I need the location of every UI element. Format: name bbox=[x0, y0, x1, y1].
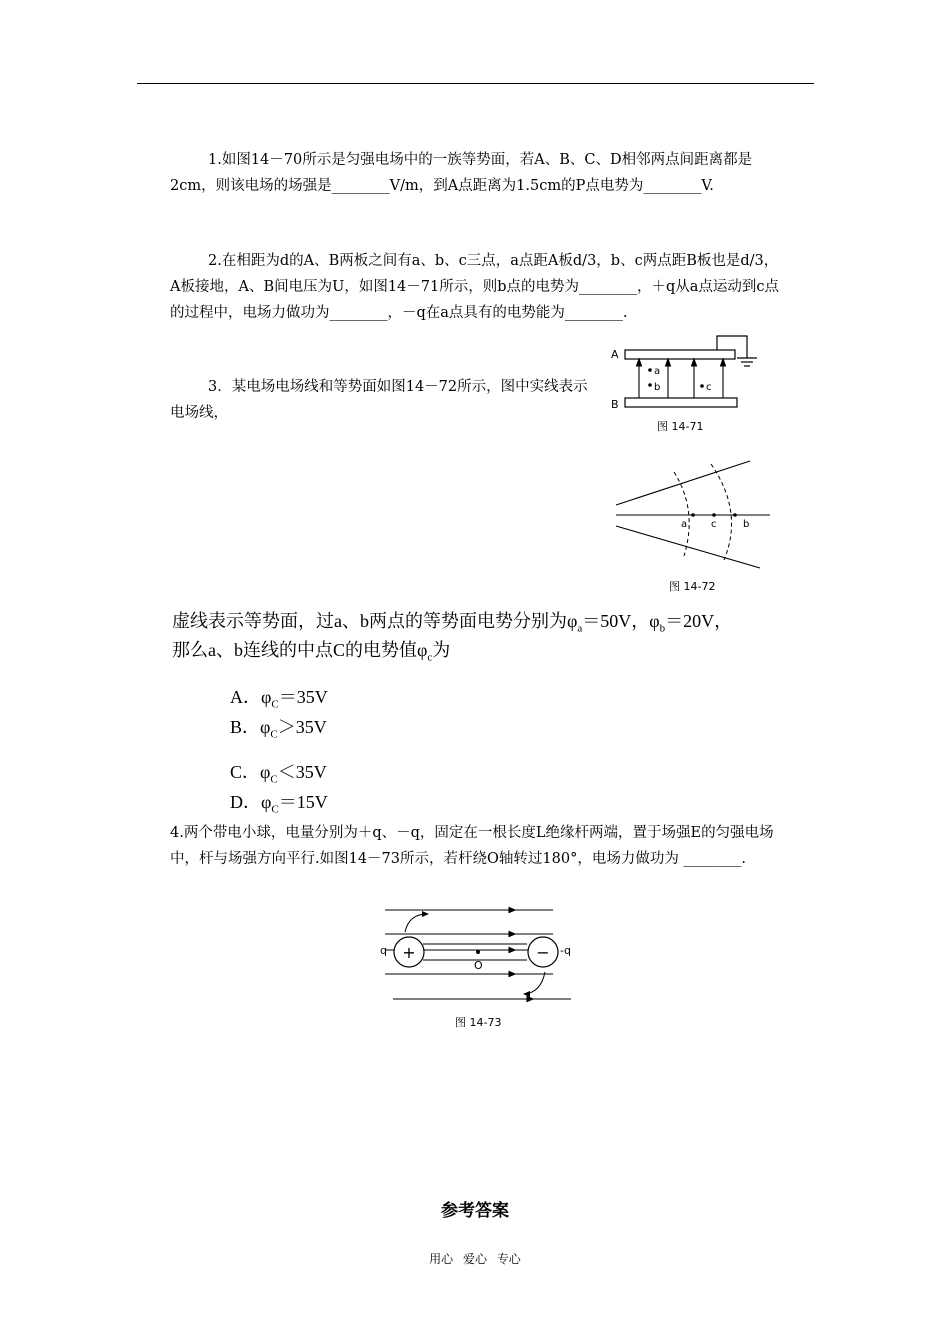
plate-b bbox=[625, 398, 737, 407]
point-c bbox=[712, 513, 716, 517]
option-b: B．$\varphi_C>35V$ bbox=[230, 717, 327, 741]
figure-14-72 bbox=[612, 458, 772, 598]
point-a-label: a bbox=[681, 519, 688, 530]
axis-label: O bbox=[474, 959, 483, 972]
point-a-label: a bbox=[654, 366, 661, 377]
question-3-intro-text: 3．某电场电场线和等势面如图14－72所示，图中实线表示电场线， bbox=[170, 379, 588, 421]
plate-b-label: B bbox=[611, 398, 619, 411]
figure-14-71 bbox=[605, 330, 785, 435]
left-charge-label: q bbox=[380, 944, 387, 957]
question-1-text: 1.如图14－70所示是匀强电场中的一族等势面，若A、B、C、D相邻两点间距离都是2cm，则该电场的场强是________V/m，到A点距离为1.5cm的P点电势为________V. bbox=[170, 152, 753, 194]
right-charge-label: -q bbox=[560, 944, 571, 957]
equipotential-b bbox=[711, 464, 732, 560]
rotation-arrow-bottom bbox=[525, 972, 545, 994]
figure-14-73 bbox=[375, 902, 580, 1032]
point-b-label: b bbox=[743, 519, 750, 530]
question-2 bbox=[170, 248, 788, 326]
point-c bbox=[700, 384, 704, 388]
page-footer: 用心 爱心 专心 bbox=[429, 1252, 521, 1266]
minus-sign: − bbox=[536, 943, 550, 962]
field-line-upper bbox=[616, 461, 750, 505]
point-b-label: b bbox=[654, 382, 661, 393]
question-3-intro bbox=[170, 374, 590, 426]
point-c-label: c bbox=[711, 519, 717, 530]
plate-a bbox=[625, 350, 735, 359]
question-2-text: 2.在相距为d的A、B两板之间有a、b、c三点，a点距A板d/3，b、c两点距B板也是d/3，A板接地，A、B间电压为U，如图14－71所示，则b点的电势为________，＋q从a点运动到c点的过程中，电场力做功为________，－q在a点具有的电势能为________. bbox=[170, 253, 780, 321]
question-1 bbox=[170, 147, 788, 199]
figure-14-71-caption: 图 14-71 bbox=[657, 420, 704, 433]
figure-14-72-caption: 图 14-72 bbox=[669, 580, 716, 593]
point-b bbox=[648, 383, 652, 387]
rotation-arrow-top bbox=[405, 914, 427, 932]
point-b bbox=[733, 513, 737, 517]
plus-sign: + bbox=[402, 943, 416, 962]
question-4-text: 4.两个带电小球，电量分别为＋q、－q，固定在一根长度L绝缘杆两端，置于场强E的匀强电场中，杆与场强方向平行.如图14－73所示，若杆绕O轴转过180°，电场力做功为 ________. bbox=[170, 825, 774, 867]
point-c-label: c bbox=[706, 382, 712, 393]
question-3-line-1: 虚线表示等势面，过a、b两点的等势面电势分别为$\varphi_a=50V$，$\varphi_b=20V$， bbox=[172, 611, 733, 635]
question-4 bbox=[170, 820, 788, 872]
axis-point bbox=[476, 950, 480, 954]
option-a: A．$\varphi_C=35V$ bbox=[230, 687, 328, 711]
field-lines bbox=[637, 359, 726, 398]
field-line-lower bbox=[616, 526, 760, 568]
header-rule bbox=[137, 83, 814, 84]
question-3-line-2: 那么a、b连线的中点C的电势值$\varphi_c$为 bbox=[172, 640, 451, 664]
figure-14-73-caption: 图 14-73 bbox=[455, 1016, 502, 1029]
point-a bbox=[691, 513, 695, 517]
answer-title: 参考答案 bbox=[441, 1201, 509, 1221]
plate-a-label: A bbox=[611, 348, 619, 361]
option-c: C．$\varphi_C<35V$ bbox=[230, 762, 327, 786]
point-a bbox=[648, 368, 652, 372]
option-d: D．$\varphi_C=15V$ bbox=[230, 792, 328, 816]
